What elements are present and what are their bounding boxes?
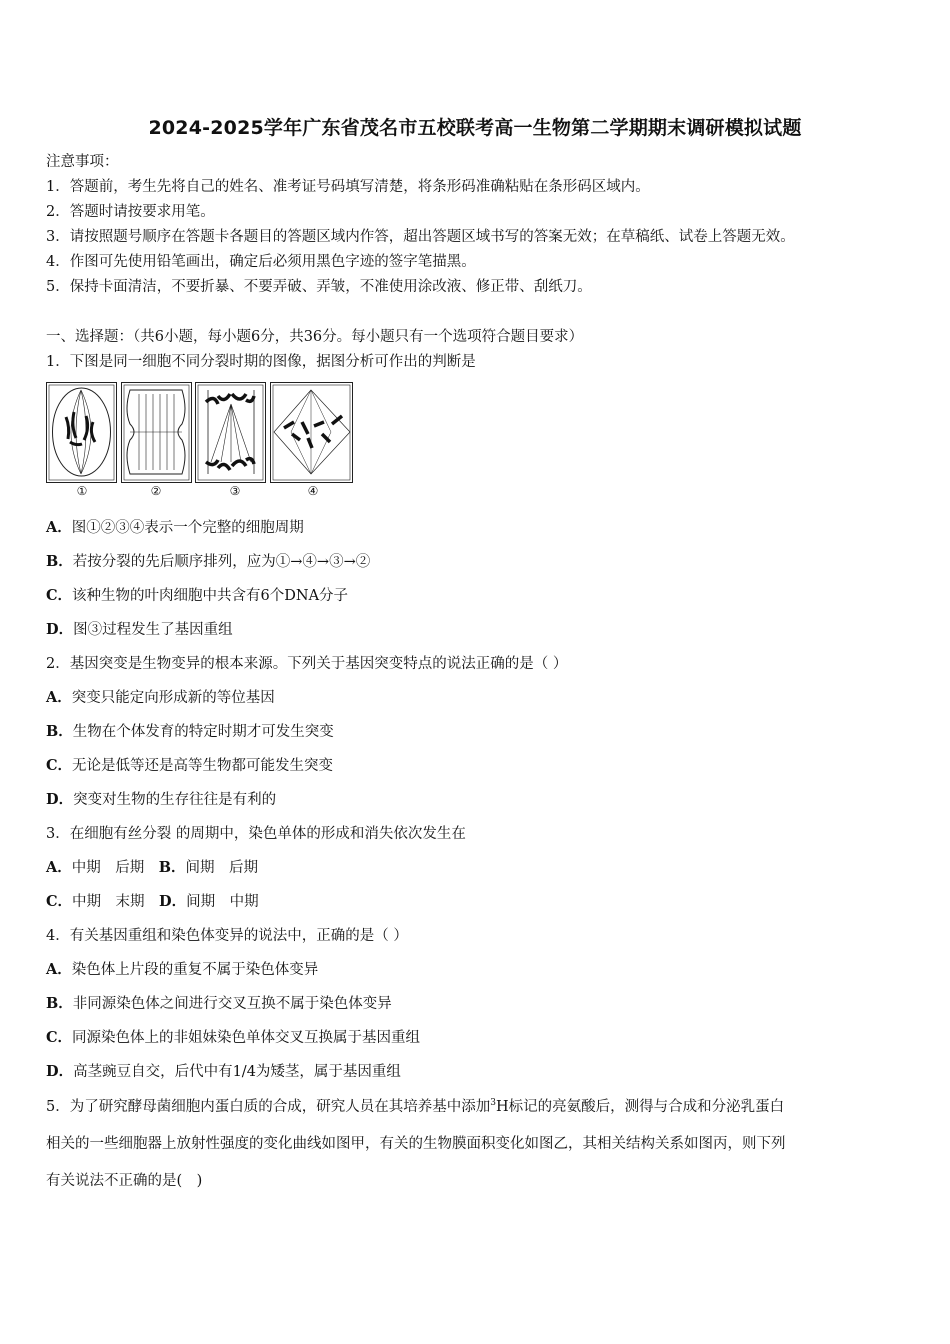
option-letter: D． [46,1063,74,1080]
option-letter: C． [46,1029,73,1046]
option-letter: A． [46,519,72,536]
option-letter: B． [46,995,73,1012]
option-a [46,960,318,980]
page-title: 2024-2025学年广东省茂名市五校联考高一生物第二学期期末调研模拟试题 [148,117,802,139]
option-letter: C． [46,893,73,910]
option-text: 中期 末期 [72,894,145,910]
option-letter: D． [159,893,187,910]
option-letter: D． [46,791,74,808]
option-text: 中期 后期 [71,860,145,876]
option-letter: D． [46,621,74,638]
option-a [46,518,304,538]
option-letter: C． [46,587,73,604]
option-text: 图③过程发生了基因重组 [73,622,233,638]
option-d [46,620,233,640]
option-text: 突变对生物的生存往往是有利的 [73,792,277,808]
notice-heading: 注意事项： [46,154,119,170]
notice-item: 4．作图可先使用铅笔画出，确定后必须用黑色字迹的签字笔描黑。 [46,254,476,270]
superscript: 3 [490,1098,496,1109]
option-b [46,722,334,742]
option-text: 高茎豌豆自交，后代中有1/4为矮茎，属于基因重组 [73,1064,401,1080]
question-1-stem: 1．下图是同一细胞不同分裂时期的图像，据图分析可作出的判断是 [46,354,476,370]
figure-label-1: ① [76,484,88,498]
option-text: 间期 后期 [185,860,259,876]
stem-text: H标记的亮氨酸后，测得与合成和分泌乳蛋白 [495,1099,785,1115]
option-letter: A． [46,859,72,876]
option-text: 无论是低等还是高等生物都可能发生突变 [72,758,334,774]
option-letter: A． [46,961,72,978]
figure-label-3: ③ [229,484,241,498]
question-5-stem-line-3: 有关说法不正确的是( ) [46,1173,203,1189]
option-row [46,892,259,912]
option-c [46,586,348,606]
question-2-stem: 2．基因突变是生物变异的根本来源。下列关于基因突变特点的说法正确的是（ ） [46,656,568,672]
option-text: 染色体上片段的重复不属于染色体变异 [71,962,319,978]
option-b [46,994,392,1014]
option-text: 该种生物的叶肉细胞中共含有6个DNA分子 [72,588,349,604]
question-3-stem: 3．在细胞有丝分裂 的周期中，染色单体的形成和消失依次发生在 [46,826,466,842]
option-text: 同源染色体上的非姐妹染色单体交叉互换属于基因重组 [72,1030,421,1046]
notice-item: 3．请按照题号顺序在答题卡各题目的答题区域内作答，超出答题区域书写的答案无效；在草稿纸、试卷上答题无效。 [46,229,795,245]
option-text: 若按分裂的先后顺序排列，应为①→④→③→② [72,554,371,570]
option-d [46,790,276,810]
option-row [46,858,258,878]
option-d [46,1062,401,1082]
option-text: 间期 中期 [186,894,259,910]
option-text: 生物在个体发育的特定时期才可发生突变 [72,724,334,740]
option-text: 非同源染色体之间进行交叉互换不属于染色体变异 [72,996,392,1012]
question-5-stem-line-2: 相关的一些细胞器上放射性强度的变化曲线如图甲，有关的生物膜面积变化如图乙，其相关结构关系如图丙，则下列 [46,1136,786,1152]
option-c [46,756,333,776]
question-5-stem-line-1 [46,1097,784,1117]
stem-text: 5．为了研究酵母菌细胞内蛋白质的合成，研究人员在其培养基中添加 [46,1099,491,1115]
option-b [46,552,370,572]
notice-item: 5．保持卡面清洁，不要折暴、不要弄破、弄皱，不准使用涂改液、修正带、刮纸刀。 [46,279,592,295]
option-c [46,1028,420,1048]
option-text: 图①②③④表示一个完整的细胞周期 [71,520,304,536]
option-letter: B． [158,859,186,876]
notice-item: 1．答题前，考生先将自己的姓名、准考证号码填写清楚，将条形码准确粘贴在条形码区域内。 [46,179,650,195]
option-letter: B． [46,723,73,740]
option-a [46,688,275,708]
section-heading: 一、选择题：（共6小题，每小题6分，共36分。每小题只有一个选项符合题目要求） [46,329,584,345]
figure-label-2: ② [150,484,162,498]
figure-label-4: ④ [307,484,319,498]
option-letter: B． [46,553,73,570]
question-4-stem: 4．有关基因重组和染色体变异的说法中，正确的是（ ） [46,928,408,944]
option-text: 突变只能定向形成新的等位基因 [71,690,275,706]
notice-item: 2．答题时请按要求用笔。 [46,204,215,220]
option-letter: A． [46,689,72,706]
option-letter: C． [46,757,73,774]
